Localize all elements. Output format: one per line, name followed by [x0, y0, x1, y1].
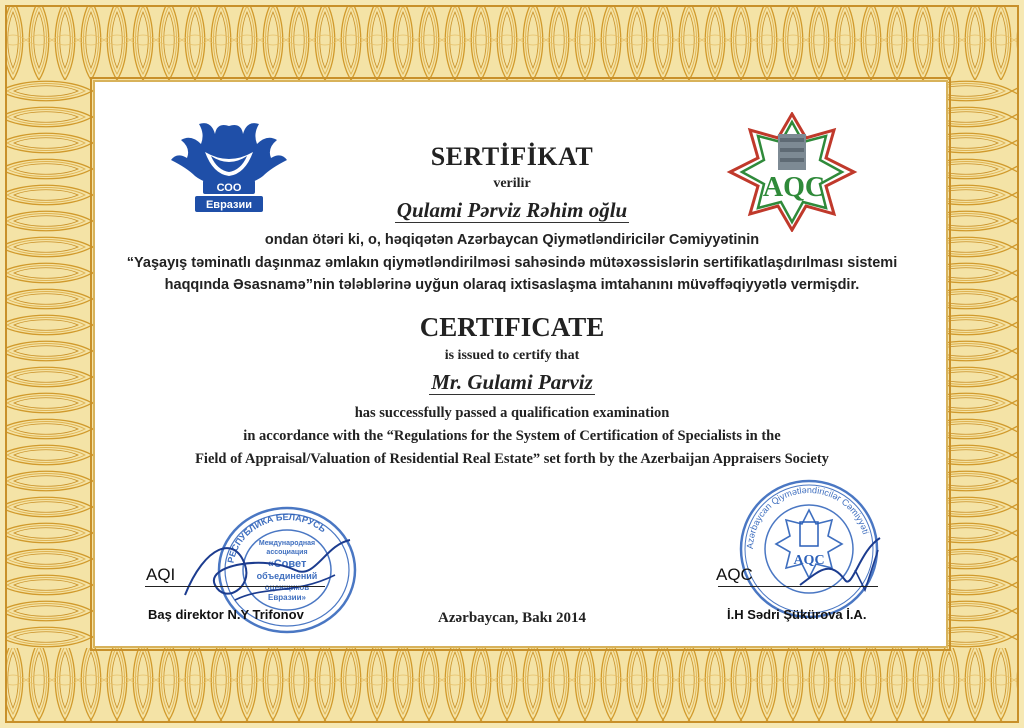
recipient-english-text: Mr. Gulami Parviz	[431, 370, 593, 394]
left-stamp-line5: оценщиков	[264, 583, 310, 592]
left-stamp-line4: объединений	[256, 571, 318, 581]
recipient-azerbaijani-text: Qulami Pərviz Rəhim oğlu	[396, 198, 628, 222]
recipient-english	[0, 370, 1024, 395]
left-stamp-ring-text: РЕСПУБЛИКА БЕЛАРУСЬ	[225, 511, 328, 564]
en-body-line-1: has successfully passed a qualification examination	[354, 405, 670, 421]
left-signature-line	[145, 586, 325, 587]
title-english: CERTIFICATE	[419, 312, 605, 342]
left-stamp-line6: Евразии»	[268, 593, 306, 602]
left-signatory-name: Baş direktor N.Y Trifonov	[148, 607, 304, 622]
issued-azerbaijani: verilir	[493, 176, 531, 191]
logo-right-text: AQC	[762, 172, 826, 203]
en-body-line-3: Field of Appraisal/Valuation of Residential Real Estate” set forth by the Azerbaijan Appraisers Society	[195, 451, 829, 467]
right-signature-org: AQC	[716, 565, 753, 584]
az-body-line-2: “Yaşayış təminatlı daşınmaz əmlakın qiymətləndirilməsi sahəsində mütəxəssislərin sertifikatlaşdırılması sistemi	[126, 255, 898, 271]
logo-left-line1: СОО	[216, 182, 242, 194]
left-signature	[175, 525, 365, 615]
right-stamp-ring-text: Azərbaycan Qiymətləndiricilər Cəmiyyəti	[744, 484, 871, 550]
right-signature-line	[718, 586, 878, 587]
az-body-line-3: haqqında Əsasnamə”nin tələblərinə uyğun olaraq ixtisaslaşma imtahanını müvəffəqiyyətlə vermişdir.	[164, 277, 860, 293]
right-signature	[790, 530, 890, 600]
place-date: Azərbaycan, Bakı 2014	[438, 610, 586, 626]
logo-left-line2: Евразии	[205, 199, 253, 211]
right-stamp-center: AQC	[793, 553, 825, 568]
left-stamp-line3: «Совет	[267, 558, 307, 570]
en-body-line-2: in accordance with the “Regulations for the System of Certification of Specialists in the	[243, 428, 781, 444]
recipient-azerbaijani	[0, 198, 1024, 223]
az-body-line-1: ondan ötəri ki, o, həqiqətən Azərbaycan Qiymətləndiricilər Cəmiyyətinin	[264, 232, 760, 248]
left-stamp-line1: Международная	[258, 540, 316, 547]
issued-english: is issued to certify that	[444, 348, 580, 363]
right-signatory-name: İ.H Sədri Şükürova İ.A.	[727, 607, 867, 622]
title-azerbaijani: SERTİFİKAT	[430, 142, 594, 171]
left-signature-org: AQI	[146, 565, 176, 584]
left-stamp-line2: ассоциация	[266, 549, 308, 556]
